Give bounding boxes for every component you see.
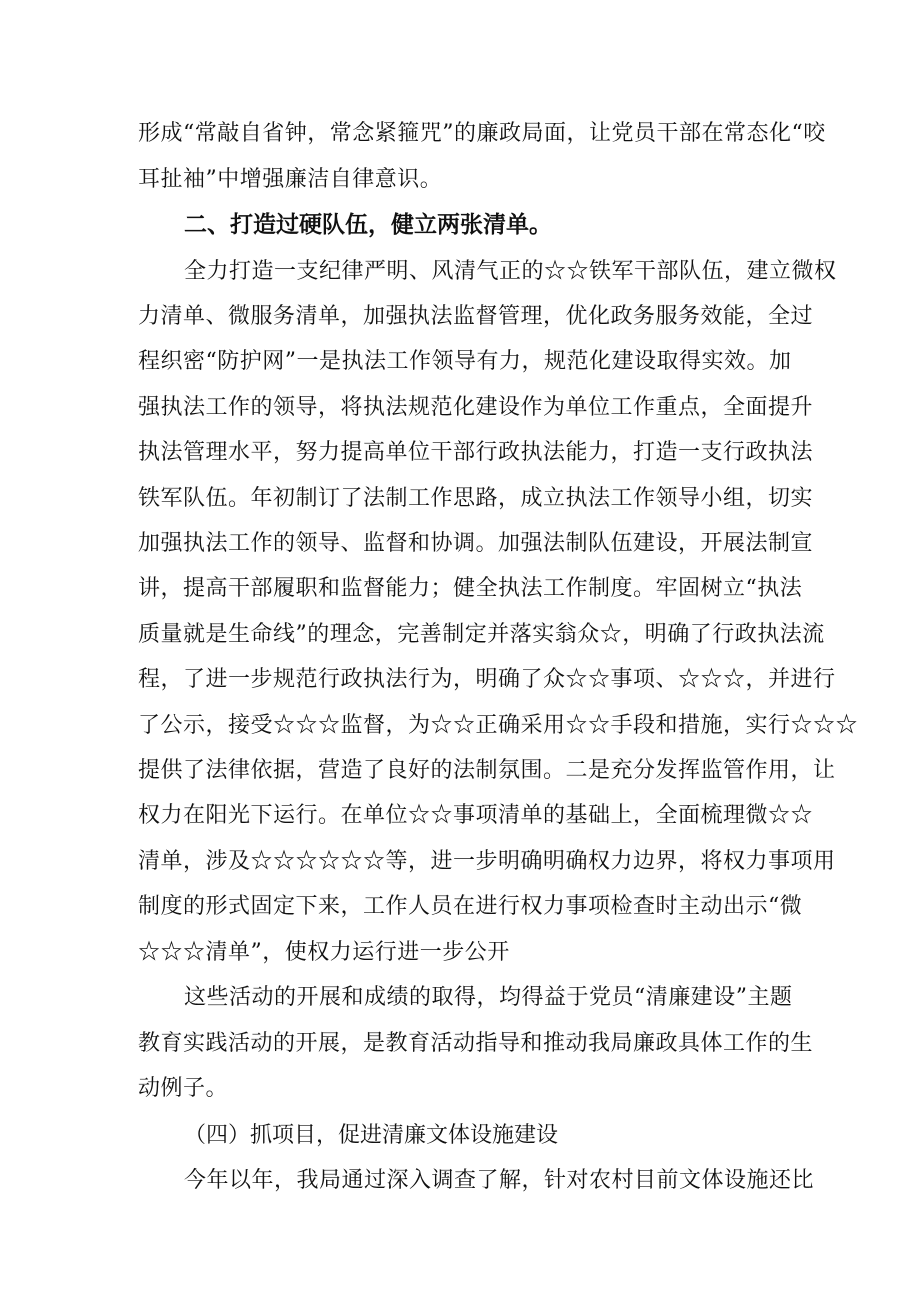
paragraph-line: 权力在阳光下运行。在单位☆☆事项清单的基础上，全面梳理微☆☆ xyxy=(138,803,814,828)
paragraph-line: 程织密“防护网”一是执法工作领导有力，规范化建设取得实效。加 xyxy=(138,349,792,374)
paragraph-line: 动例子。 xyxy=(138,1076,229,1101)
paragraph-line: 了公示，接受☆☆☆监督，为☆☆正确采用☆☆手段和措施，实行☆☆☆ xyxy=(138,713,859,738)
paragraph-line: 质量就是生命线”的理念，完善制定并落实翁众☆，明确了行政执法流 xyxy=(138,622,825,647)
paragraph-line: ☆☆☆清单”，使权力运行进一步公开 xyxy=(138,940,510,965)
paragraph-line: 今年以年，我局通过深入调查了解，针对农村目前文体设施还比 xyxy=(184,1168,815,1193)
paragraph-line: 讲，提高干部履职和监督能力；健全执法工作制度。牢固树立“执法 xyxy=(138,576,803,601)
paragraph-line: 教育实践活动的开展，是教育活动指导和推动我局廉政具体工作的生 xyxy=(138,1031,814,1056)
paragraph-line: 形成“常敲自省钟，常念紧箍咒”的廉政局面，让党员干部在常态化“咬 xyxy=(138,121,826,146)
paragraph-line: 清单，涉及☆☆☆☆☆☆等，进一步明确明确权力边界，将权力事项用 xyxy=(138,849,836,874)
section-heading: 二、打造过硬队伍，健立两张清单。 xyxy=(184,212,552,238)
paragraph-line: 全力打造一支纪律严明、风清气正的☆☆铁军干部队伍，建立微权 xyxy=(184,259,837,284)
paragraph-line: 程，了进一步规范行政执法行为，明确了众☆☆事项、☆☆☆，并进行 xyxy=(138,667,836,692)
paragraph-line: 加强执法工作的领导、监督和协调。加强法制队伍建设，开展法制宣 xyxy=(138,531,814,556)
paragraph-line: 耳扯袖”中增强廉洁自律意识。 xyxy=(138,167,443,192)
subsection-heading: （四）抓项目，促进清廉文体设施建设 xyxy=(184,1123,559,1148)
paragraph-line: 制度的形式固定下来，工作人员在进行权力事项检查时主动出示“微 xyxy=(138,894,803,919)
paragraph-line: 强执法工作的领导，将执法规范化建设作为单位工作重点，全面提升 xyxy=(138,395,814,420)
paragraph-line: 力清单、微服务清单，加强执法监督管理，优化政务服务效能，全过 xyxy=(138,304,814,329)
paragraph-line: 提供了法律依据，营造了良好的法制氛围。二是充分发挥监管作用，让 xyxy=(138,758,836,783)
paragraph-line: 这些活动的开展和成绩的取得，均得益于党员“清廉建设”主题 xyxy=(184,985,793,1010)
paragraph-line: 执法管理水平，努力提高单位干部行政执法能力，打造一支行政执法 xyxy=(138,440,814,465)
paragraph-line: 铁军队伍。年初制订了法制工作思路，成立执法工作领导小组，切实 xyxy=(138,486,814,511)
